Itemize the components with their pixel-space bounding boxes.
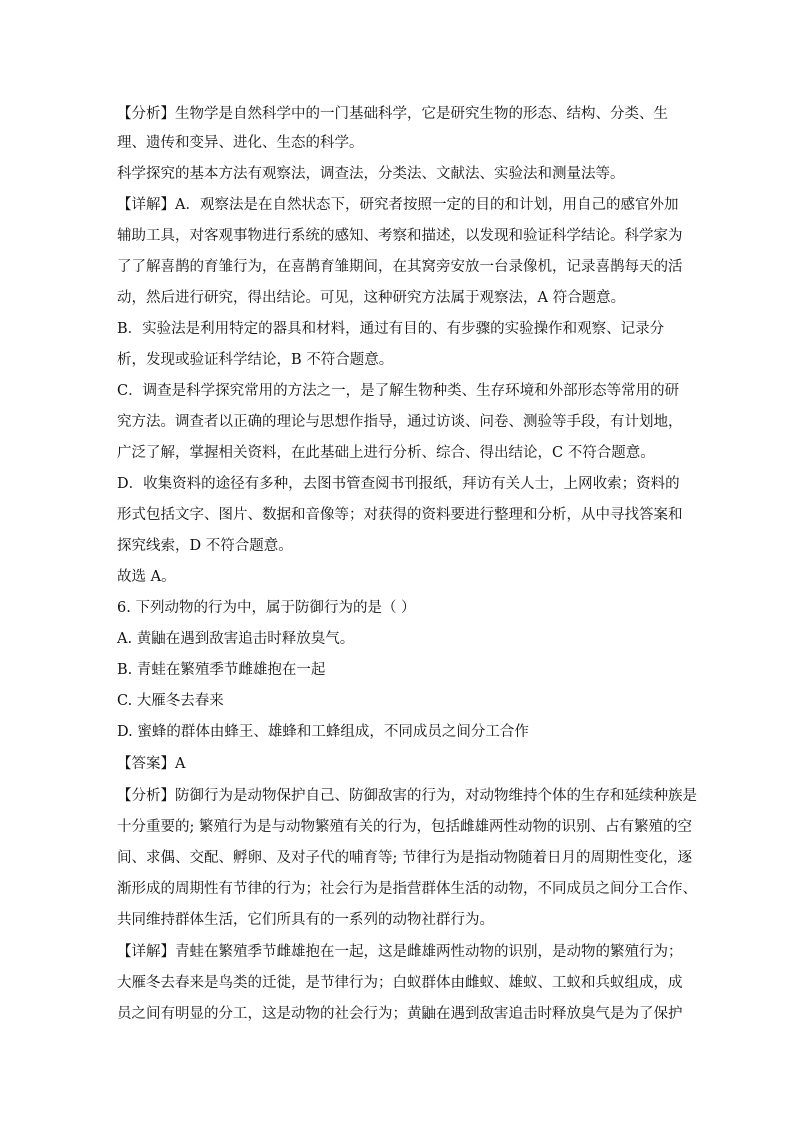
text-line: 【详解】青蛙在繁殖季节雌雄抱在一起，这是雌雄两性动物的识别，是动物的繁殖行为； xyxy=(117,944,683,960)
text-line: 科学探究的基本方法有观察法，调查法，分类法、文献法、实验法和测量法等。 xyxy=(117,166,625,182)
text-line: 故选 A。 xyxy=(117,569,176,585)
option-line: B. 青蛙在繁殖季节雌雄抱在一起 xyxy=(117,662,326,678)
answer-line: 【答案】A xyxy=(117,756,186,772)
text-line: 大雁冬去春来是鸟类的迁徙，是节律行为；白蚁群体由雌蚁、雄蚁、工蚁和兵蚁组成，成 xyxy=(117,975,683,991)
text-line: 共同维持群体生活，它们所具有的一系列的动物社群行为。 xyxy=(117,912,494,928)
text-line: 理、遗传和变异、进化、生态的科学。 xyxy=(117,135,364,151)
text-line: 析，发现或验证科学结论，B 不符合题意。 xyxy=(117,352,394,368)
text-line: 渐形成的周期性有节律的行为；社会行为是指营群体生活的动物，不同成员之间分工合作、 xyxy=(117,881,697,897)
option-line: C. 大雁冬去春来 xyxy=(117,693,224,709)
text-line: 十分重要的; 繁殖行为是与动物繁殖有关的行为，包括雌雄两性动物的识别、占有繁殖的空 xyxy=(117,819,692,835)
text-line: B．实验法是利用特定的器具和材料，通过有目的、有步骤的实验操作和观察、记录分 xyxy=(117,321,665,337)
text-line: D．收集资料的途径有多种，去图书管查阅书刊报纸，拜访有关人士，上网收索；资料的 xyxy=(117,476,680,492)
text-line: 辅助工具，对客观事物进行系统的感知、考察和描述，以发现和验证科学结论。科学家为 xyxy=(117,228,683,244)
text-line: 间、求偶、交配、孵卵、及对子代的哺育等; 节律行为是指动物随着日月的周期性变化，逐 xyxy=(117,850,692,866)
text-line: C．调查是科学探究常用的方法之一，是了解生物种类、生存环境和外部形态等常用的研 xyxy=(117,383,680,399)
text-line: 【分析】防御行为是动物保护自己、防御敌害的行为，对动物维持个体的生存和延续种族是 xyxy=(117,788,697,804)
text-line: 【分析】生物学是自然科学中的一门基础科学，它是研究生物的形态、结构、分类、生 xyxy=(117,106,668,122)
text-line: 【详解】A．观察法是在自然状态下，研究者按照一定的目的和计划，用自己的感官外加 xyxy=(117,197,679,213)
question-line: 6. 下列动物的行为中，属于防御行为的是（ ） xyxy=(117,600,416,616)
option-line: D. 蜜蜂的群体由蜂王、雄蜂和工蜂组成，不同成员之间分工合作 xyxy=(117,724,529,740)
text-line: 究方法。调查者以正确的理论与思想作指导，通过访谈、问卷、测验等手段，有计划地， xyxy=(117,414,683,430)
option-line: A. 黄鼬在遇到敌害追击时释放臭气。 xyxy=(117,631,355,647)
text-line: 广泛了解，掌握相关资料，在此基础上进行分析、综合、得出结论，C 不符合题意。 xyxy=(117,445,655,461)
text-line: 动，然后进行研究，得出结论。可见，这种研究方法属于观察法，A 符合题意。 xyxy=(117,290,626,306)
text-line: 形式包括文字、图片、数据和音像等；对获得的资料要进行整理和分析，从中寻找答案和 xyxy=(117,507,683,523)
text-line: 了了解喜鹊的育雏行为，在喜鹊育雏期间，在其窝旁安放一台录像机，记录喜鹊每天的活 xyxy=(117,259,683,275)
text-line: 探究线索，D 不符合题意。 xyxy=(117,538,293,554)
text-line: 员之间有明显的分工，这是动物的社会行为；黄鼬在遇到敌害追击时释放臭气是为了保护 xyxy=(117,1006,683,1022)
